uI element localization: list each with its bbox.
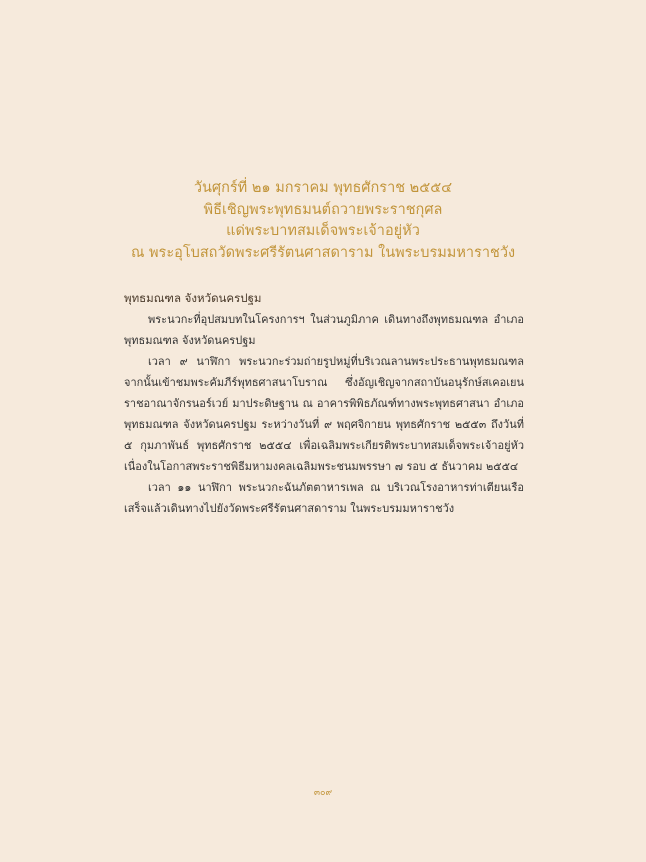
document-body [124,288,524,519]
heading-date: วันศุกร์ที่ ๒๑ มกราคม พุทธศักราช ๒๕๕๔ [193,180,453,196]
section-title: พุทธมณฑล จังหวัดนครปฐม [124,291,262,305]
paragraph-noon: เวลา ๑๑ นาฬิกา พระนวกะฉันภัตตาหารเพล ณ บริเวณโรงอาหารท่าเตียนเรือ เสร็จแล้วเดินทางไปยังวัดพระศรีรัตนศาสดาราม ในพระบรมมหาราชวัง [124,481,524,515]
paragraph-arrival: พระนวกะที่อุปสมบทในโครงการฯ ในส่วนภูมิภาค เดินทางถึงพุทธมณฑล อำเภอพุทธมณฑล จังหวัดนครปฐม [124,313,524,347]
page-number: ๓๐๙ [313,788,333,798]
heading-ceremony: พิธีเชิญพระพุทธมนต์ถวายพระราชกุศล [203,201,443,218]
paragraph-morning: เวลา ๙ นาฬิกา พระนวกะร่วมถ่ายรูปหมู่ที่บริเวณลานพระประธานพุทธมณฑล จากนั้นเข้าชมพระคัมภีร์พุทธศาสนาโบราณ ซึ่งอัญเชิญจากสถาบันอนุรักษ์สเคอเยน ราชอาณาจักรนอร์เวย์ มาประดิษฐาน ณ อาคารพิพิธภัณฑ์ทางพระพุทธศาสนา อำเภอพุทธมณฑล จังหวัดนครปฐม ระหว่างวันที่ ๙ พฤศจิกายน พุทธศักราช ๒๕๕๓ ถึงวันที่ ๕ กุมภาพันธ์ พุทธศักราช ๒๕๕๔ เพื่อเฉลิมพระเกียรติพระบาทสมเด็จพระเจ้าอยู่หัว เนื่องในโอกาสพระราชพิธีมหามงคลเฉลิมพระชนมพรรษา ๗ รอบ ๕ ธันวาคม ๒๕๕๔ [124,355,524,473]
heading-venue: ณ พระอุโบสถวัดพระศรีรัตนศาสดาราม ในพระบรมมหาราชวัง [130,244,516,261]
ceremony-heading [60,178,586,264]
heading-honoree: แด่พระบาทสมเด็จพระเจ้าอยู่หัว [226,223,420,239]
